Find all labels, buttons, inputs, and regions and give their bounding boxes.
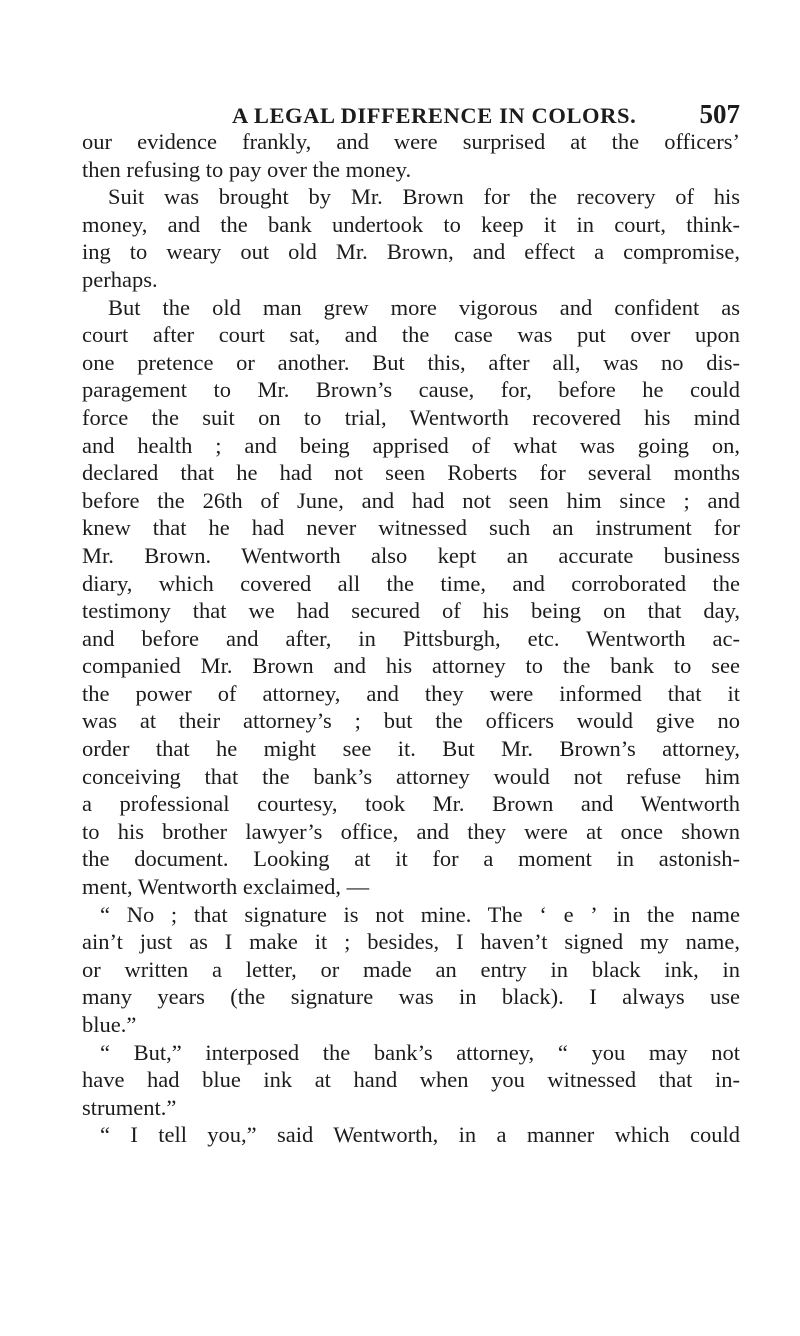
text-line: the document. Looking at it for a moment in astonish- <box>82 846 740 872</box>
text-line: “ I tell you,” said Wentworth, in a manner which could <box>100 1122 740 1148</box>
text-line: our evidence frankly, and were surprised at the officers’ <box>82 129 740 154</box>
text-line: ain’t just as I make it ; besides, I haven’t signed my name, <box>82 929 740 955</box>
text-line: Suit was brought by Mr. Brown for the recovery of his <box>108 184 740 210</box>
text-line: diary, which covered all the time, and corroborated the <box>82 570 740 596</box>
text-line: ment, Wentworth exclaimed, — <box>82 874 370 900</box>
body-text <box>82 128 740 1149</box>
text-line: “ But,” interposed the bank’s attorney, “ you may not <box>100 1039 740 1065</box>
page-number: 507 <box>699 99 740 129</box>
text-line: ing to weary out old Mr. Brown, and effect a compromise, <box>82 239 740 265</box>
text-line: and before and after, in Pittsburgh, etc. Wentworth ac- <box>82 625 740 651</box>
text-line: and health ; and being apprised of what was going on, <box>82 432 740 458</box>
text-line: conceiving that the bank’s attorney would not refuse him <box>82 763 740 789</box>
text-line: or written a letter, or made an entry in black ink, in <box>82 956 740 982</box>
text-line: was at their attorney’s ; but the officers would give no <box>82 708 740 734</box>
running-head <box>82 75 740 127</box>
text-line: knew that he had never witnessed such an instrument for <box>82 515 740 541</box>
text-line: Mr. Brown. Wentworth also kept an accurate business <box>82 542 740 568</box>
text-line: blue.” <box>82 1012 137 1037</box>
text-line: money, and the bank undertook to keep it in court, think- <box>82 211 740 237</box>
text-line: before the 26th of June, and had not seen him since ; and <box>82 487 740 513</box>
text-line: a professional courtesy, took Mr. Brown and Wentworth <box>82 791 740 817</box>
text-line: companied Mr. Brown and his attorney to the bank to see <box>82 653 740 679</box>
text-line: strument.” <box>82 1094 177 1120</box>
text-line: paragement to Mr. Brown’s cause, for, before he could <box>82 377 740 403</box>
running-head-title: A LEGAL DIFFERENCE IN COLORS. <box>232 103 637 128</box>
text-line: But the old man grew more vigorous and confident as <box>108 294 740 320</box>
text-line: order that he might see it. But Mr. Brown’s attorney, <box>82 736 740 762</box>
text-line: one pretence or another. But this, after all, was no dis- <box>82 349 740 375</box>
text-line: declared that he had not seen Roberts for several months <box>82 460 740 486</box>
text-line: to his brother lawyer’s office, and they were at once shown <box>82 818 740 844</box>
text-line: perhaps. <box>82 266 158 292</box>
text-line: then refusing to pay over the money. <box>82 156 412 182</box>
text-line: “ No ; that signature is not mine. The ‘ e ’ in the name <box>100 901 740 927</box>
text-line: court after court sat, and the case was put over upon <box>82 322 740 348</box>
text-line: testimony that we had secured of his being on that day, <box>82 598 740 624</box>
text-line: many years (the signature was in black). I always use <box>82 984 740 1010</box>
text-line: force the suit on to trial, Wentworth recovered his mind <box>82 404 740 430</box>
text-line: the power of attorney, and they were informed that it <box>82 680 740 706</box>
text-line: have had blue ink at hand when you witnessed that in- <box>82 1067 740 1093</box>
